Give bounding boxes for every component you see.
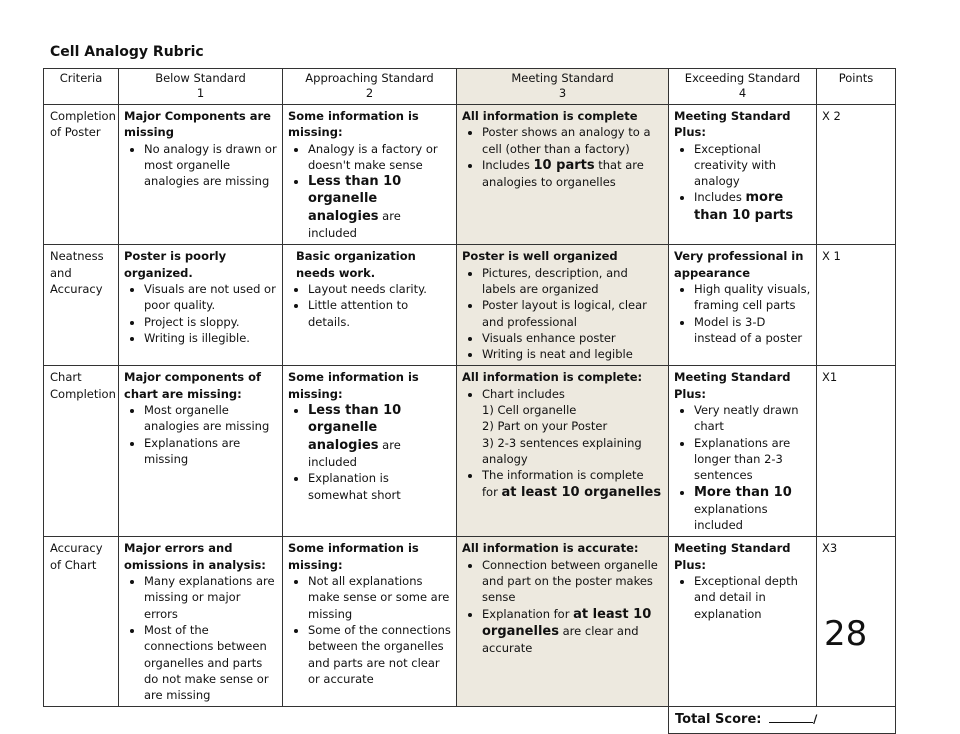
row-completion-of-poster <box>44 105 896 245</box>
rubric-table <box>43 68 896 734</box>
list-item: • Explanations are longer than 2-3 sentences <box>694 435 811 484</box>
header-criteria: Criteria <box>44 69 119 105</box>
meeting-standard-cell: Poster is well organized • Pictures, description, and labels are organized • Poster layout is logical, clear and professional • Visuals enhance poster • Writing is neat and legible <box>457 245 669 366</box>
list-item: • Most organelle analogies are missing <box>144 402 277 435</box>
list-item: • Little attention to details. <box>308 297 451 330</box>
criteria-cell: Accuracy of Chart <box>44 537 119 707</box>
list-item: • Pictures, description, and labels are organized <box>482 265 663 298</box>
list-item: • Very neatly drawn chart <box>694 402 811 435</box>
total-possible-points: 28 <box>824 614 868 654</box>
header-below-standard: Below Standard 1 <box>119 69 283 105</box>
meeting-standard-cell: All information is complete • Poster shows an analogy to a cell (other than a factory) • Includes 10 parts that are analogies to organelles <box>457 105 669 245</box>
list-item: • Explanation is somewhat short <box>308 470 451 503</box>
exceeding-standard-cell: Meeting Standard Plus: • Very neatly drawn chart • Explanations are longer than 2-3 sentences • More than 10 explanations included <box>669 366 817 537</box>
list-item: • Layout needs clarity. <box>308 281 451 297</box>
total-row <box>44 707 896 734</box>
score-blank[interactable] <box>769 722 813 723</box>
list-item: • Exceptional creativity with analogy <box>694 141 811 190</box>
list-item: • Visuals are not used or poor quality. <box>144 281 277 314</box>
list-item: • Writing is neat and legible <box>482 346 663 362</box>
list-item: • Model is 3-D instead of a poster <box>694 314 811 347</box>
row-neatness-and-accuracy <box>44 245 896 366</box>
row-accuracy-of-chart <box>44 537 896 707</box>
approaching-standard-cell: Some information is missing: • Analogy is a factory or doesn't make sense • Less than 10 organelle analogies are included <box>283 105 457 245</box>
list-item: • Visuals enhance poster <box>482 330 663 346</box>
approaching-standard-cell: Some information is missing: • Not all explanations make sense or some are missing • Some of the connections between the organelles and parts are not clear or accurate <box>283 537 457 707</box>
list-item: • Poster shows an analogy to a cell (other than a factory) <box>482 124 663 157</box>
list-item: • Analogy is a factory or doesn't make sense <box>308 141 451 174</box>
list-item: • Some of the connections between the organelles and parts are not clear or accurate <box>308 622 451 687</box>
approaching-standard-cell: Basic organization needs work. • Layout needs clarity. • Little attention to details. <box>283 245 457 366</box>
exceeding-standard-cell: Meeting Standard Plus: • Exceptional depth and detail in explanation <box>669 537 817 707</box>
list-item: • Less than 10 organelle analogies are included <box>308 173 451 241</box>
exceeding-standard-cell: Meeting Standard Plus: • Exceptional creativity with analogy • Includes more than 10 parts <box>669 105 817 245</box>
points-cell: X3 <box>817 537 896 707</box>
header-row <box>44 69 896 105</box>
rubric-title: Cell Analogy Rubric <box>50 44 204 60</box>
points-cell: X 1 <box>817 245 896 366</box>
criteria-cell: Chart Completion <box>44 366 119 537</box>
points-cell: X 2 <box>817 105 896 245</box>
points-cell: X1 <box>817 366 896 537</box>
below-standard-cell: Major components of chart are missing: • Most organelle analogies are missing • Explanations are missing <box>119 366 283 537</box>
list-item: • Less than 10 organelle analogies are included <box>308 402 451 470</box>
list-item: • Project is sloppy. <box>144 314 277 330</box>
list-item: • Connection between organelle and part on the poster makes sense <box>482 557 663 606</box>
total-slash: / <box>813 712 818 727</box>
list-item: • Explanation for at least 10 organelles are clear and accurate <box>482 606 663 657</box>
below-standard-cell: Major Components are missing • No analogy is drawn or most organelle analogies are missing <box>119 105 283 245</box>
below-standard-cell: Major errors and omissions in analysis: • Many explanations are missing or major errors • Most of the connections between organelles and parts do not make sense or are missing <box>119 537 283 707</box>
total-score-cell <box>669 707 896 734</box>
list-item: • Explanations are missing <box>144 435 277 468</box>
approaching-standard-cell: Some information is missing: • Less than 10 organelle analogies are included • Explanation is somewhat short <box>283 366 457 537</box>
below-standard-cell: Poster is poorly organized. • Visuals are not used or poor quality. • Project is sloppy. • Writing is illegible. <box>119 245 283 366</box>
list-item: • Poster layout is logical, clear and professional <box>482 297 663 330</box>
header-approaching-standard: Approaching Standard 2 <box>283 69 457 105</box>
row-chart-completion <box>44 366 896 537</box>
list-item: • Includes more than 10 parts <box>694 189 811 224</box>
meeting-standard-cell: All information is accurate: • Connection between organelle and part on the poster makes sense • Explanation for at least 10 organelles are clear and accurate <box>457 537 669 707</box>
list-item: • More than 10 explanations included <box>694 484 811 534</box>
criteria-cell: Neatness and Accuracy <box>44 245 119 366</box>
list-item: • Most of the connections between organelles and parts do not make sense or are missing <box>144 622 277 703</box>
header-exceeding-standard: Exceeding Standard 4 <box>669 69 817 105</box>
total-score-label: Total Score: <box>675 712 762 728</box>
header-meeting-standard: Meeting Standard 3 <box>457 69 669 105</box>
list-item: • Many explanations are missing or major errors <box>144 573 277 622</box>
list-item: • Chart includes 1) Cell organelle 2) Part on your Poster 3) 2-3 sentences explaining analogy <box>482 386 663 467</box>
list-item: • Not all explanations make sense or some are missing <box>308 573 451 622</box>
exceeding-standard-cell: Very professional in appearance • High quality visuals, framing cell parts • Model is 3-D instead of a poster <box>669 245 817 366</box>
list-item: • No analogy is drawn or most organelle analogies are missing <box>144 141 277 190</box>
list-item: • Writing is illegible. <box>144 330 277 346</box>
list-item: • High quality visuals, framing cell parts <box>694 281 811 314</box>
header-points: Points <box>817 69 896 105</box>
meeting-standard-cell: All information is complete: • Chart includes 1) Cell organelle 2) Part on your Poster 3) 2-3 sentences explaining analogy • The information is complete for at least 10 organelles <box>457 366 669 537</box>
list-item: • The information is complete for at least 10 organelles <box>482 467 663 501</box>
list-item: • Exceptional depth and detail in explanation <box>694 573 811 622</box>
criteria-cell: Completion of Poster <box>44 105 119 245</box>
list-item: • Includes 10 parts that are analogies to organelles <box>482 157 663 191</box>
